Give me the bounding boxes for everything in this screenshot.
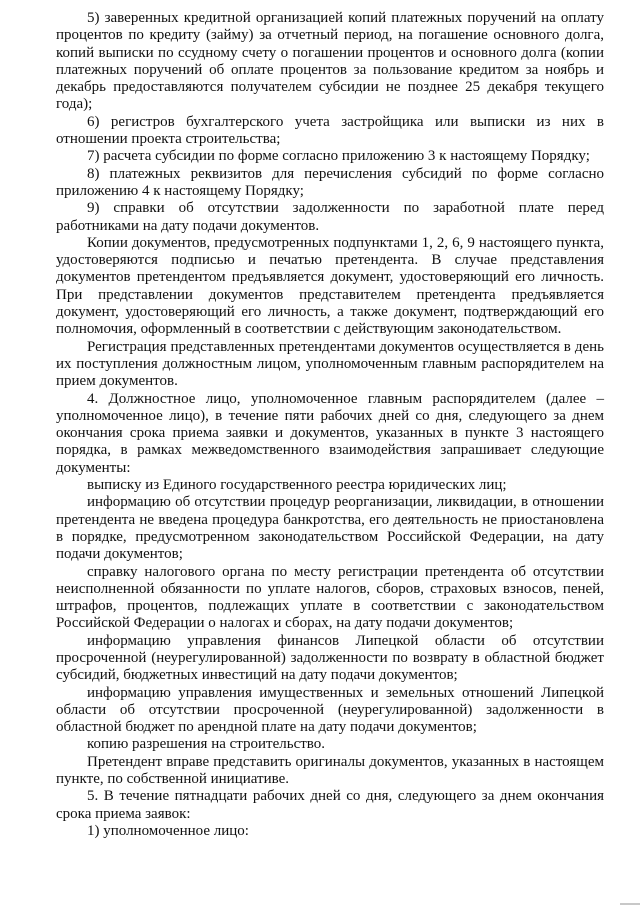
paragraph-clause-5-item-1: 1) уполномоченное лицо: (87, 822, 249, 839)
paragraph-item-6: 6) регистров бухгалтерского учета застройщика или выписки из них в отношении проекта строительства; (56, 113, 604, 148)
paragraph-property-department: информацию управления имущественных и земельных отношений Липецкой области об отсутствии просроченной (неурегулированной) задолженности в областной бюджет по арендной плате на дату подачи документов; (56, 684, 604, 736)
paragraph-tax-certificate: справку налогового органа по месту регистрации претендента об отсутствии неисполненной обязанности по уплате налогов, сборов, страховых взносов, пеней, штрафов, процентов, подлежащих уплате в соответствии с законодательством Российской Федерации о налогах и сборах, на дату подачи документов; (56, 563, 604, 632)
paragraph-clause-4: 4. Должностное лицо, уполномоченное главным распорядителем (далее – уполномоченное лицо), в течение пяти рабочих дней со дня, следующего за днем окончания срока приема заявки и документов, указанных в пункте 3 настоящего порядка, в рамках межведомственного взаимодействия запрашивает следующие документы: (56, 390, 604, 476)
paragraph-egrul-extract: выписку из Единого государственного реестра юридических лиц; (87, 477, 507, 494)
paragraph-item-5: 5) заверенных кредитной организацией копий платежных поручений на оплату процентов по кредиту (займу) за отчетный период, на погашение основного долга, копий выписки по ссудному счету о погашении процентов и основного долга (копии платежных поручений об оплате процентов за пользование кредитом за ноябрь и декабрь предоставляются получателем субсидии не позднее 25 декабря текущего года); (56, 10, 604, 113)
paragraph-item-7: 7) расчета субсидии по форме согласно приложению 3 к настоящему Порядку; (87, 148, 590, 165)
document-body (56, 10, 604, 840)
paragraph-building-permit: копию разрешения на строительство. (87, 736, 326, 753)
paragraph-item-9: 9) справки об отсутствии задолженности по заработной плате перед работниками на дату подачи документов. (56, 200, 604, 234)
paragraph-clause-5: 5. В течение пятнадцати рабочих дней со дня, следующего за днем окончания срока приема заявок: (56, 788, 604, 822)
paragraph-item-8: 8) платежных реквизитов для перечисления субсидий по форме согласно приложению 4 к настоящему Порядку; (56, 165, 604, 199)
paragraph-originals: Претендент вправе представить оригиналы документов, указанных в настоящем пункте, по собственной инициативе. (56, 753, 604, 788)
paragraph-finance-department: информацию управления финансов Липецкой области об отсутствии просроченной (неурегулированной) задолженности по возврату в областной бюджет субсидий, бюджетных инвестиций на дату подачи документов; (56, 632, 604, 684)
paragraph-copies-certification: Копии документов, предусмотренных подпунктами 1, 2, 6, 9 настоящего пункта, удостоверяются подписью и печатью претендента. В случае представления документов претендентом предъявляется документ, удостоверяющий его личность. При представлении документов представителем претендента предъявляется документ, удостоверяющий его личность, а также документ, подтверждающий его полномочия, оформленный в соответствии с действующим законодательством. (56, 234, 604, 338)
paragraph-registration: Регистрация представленных претендентами документов осуществляется в день их поступления должностным лицом, уполномоченным главным распорядителем на прием документов. (56, 338, 604, 390)
paragraph-no-reorganization: информацию об отсутствии процедур реорганизации, ликвидации, в отношении претендента не введена процедура банкротства, его деятельность не приостановлена в порядке, предусмотренном законодательством Российской Федерации, на дату подачи документов; (56, 494, 604, 563)
